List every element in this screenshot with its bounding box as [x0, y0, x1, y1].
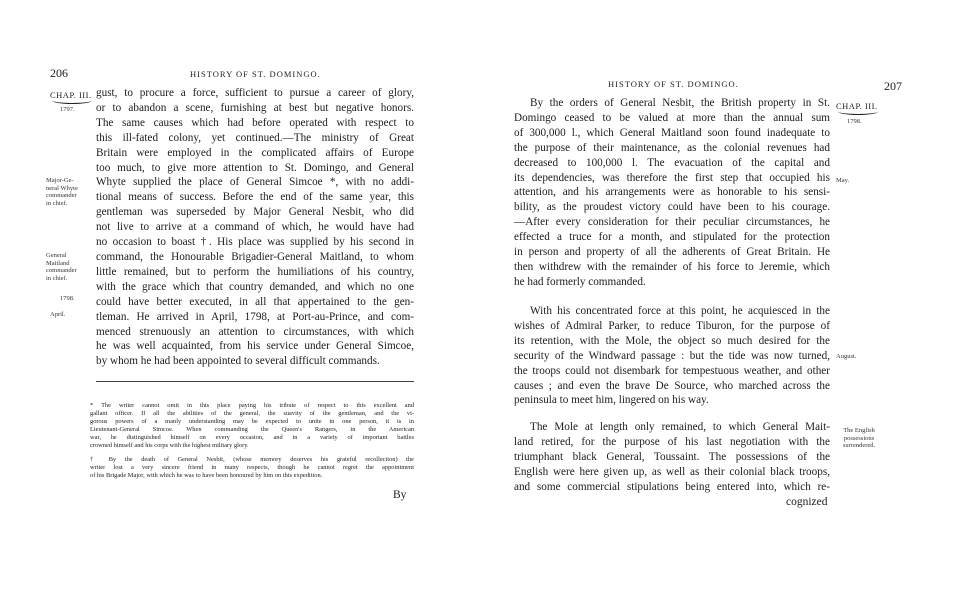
- right-page-number: 207: [884, 79, 902, 93]
- right-page: [490, 0, 980, 590]
- margin-note-august: August.: [836, 353, 857, 360]
- text-line: English were here given up, as well as their colonial black troops,: [514, 465, 830, 478]
- text-line: The Mole at length only remained, to which General Mait-: [530, 421, 830, 433]
- footnote-line: * The writer cannot omit in this place paying his tribute of respect to this excellent and: [90, 402, 414, 409]
- text-line: menced strenuously an attention to circumstances, with which: [96, 325, 414, 338]
- text-line: tleman. He arrived in April, 1798, at Port-au-Prince, and com-: [96, 310, 414, 323]
- text-line: security of the Windward passage : but the tide was now turned,: [514, 349, 830, 362]
- text-line: wishes of Admiral Parker, to reduce Tiburon, for the purpose of: [514, 319, 830, 332]
- margin-note-1797: 1797.: [60, 106, 75, 113]
- right-chapter-label: CHAP. III.: [836, 101, 878, 111]
- text-line: this ill-fated colony, yet continued.—The ministry of Great: [96, 131, 414, 144]
- left-footnotes: [90, 402, 414, 480]
- text-line: command, the Honourable Brigadier-General Maitland, to whom: [96, 250, 414, 263]
- text-line: he was well acquainted, from his service under General Simcoe,: [96, 340, 414, 353]
- text-line: With his concentrated force at this point, he acquiesced in the: [530, 305, 830, 317]
- text-line: causes ; and even the brave De Source, who marched across the: [514, 379, 830, 392]
- margin-note-1798-right: 1798.: [847, 118, 862, 125]
- footnote-line: gorous powers of a manly understanding may be expected to unite in one person, it is in: [90, 418, 414, 425]
- text-line: he had formerly commanded.: [514, 275, 646, 288]
- text-line: gust, to procure a force, sufficient to pursue a career of glory,: [96, 87, 414, 99]
- margin-note-line: The English: [843, 427, 875, 434]
- footnote-line: war, he distinguished himself on every occasion, and in a variety of important battles: [90, 434, 414, 441]
- text-line: its dependencies, was therefore the first step that occupied his: [514, 171, 830, 184]
- text-line: its retention, with the Mole, the object so much desired for the: [514, 334, 830, 347]
- text-line: or to abandon a scene, furnishing at best but negative honors.: [96, 101, 414, 114]
- text-line: triumphant black General, Toussaint. The possessions of the: [514, 450, 830, 463]
- text-line: no occasion to boast †. His place was supplied by his second in: [96, 236, 414, 249]
- text-line: gentleman was superseded by Major General Nesbit, who did: [96, 206, 414, 219]
- text-line: land retired, for the purpose of his last negotiation with the: [514, 435, 830, 448]
- left-page-number: 206: [50, 66, 68, 80]
- text-line: the troops could not disembark for tempestuous weather, and other: [514, 364, 830, 377]
- right-catchword: cognized: [786, 496, 828, 508]
- text-line: Whyte supplied the place of General Simcoe *, with no addi-: [96, 176, 414, 189]
- text-line: Domingo ceased to be valued at more than the annual sum: [514, 111, 830, 124]
- footnote-line: gallant officer. If all the abilities of the general, the suavity of the gentleman, and the vi-: [90, 410, 414, 417]
- margin-note-english-possessions: [836, 427, 882, 450]
- footnote-line: Lieutenant-General Simcoe. When commanding the Queen's Rangers, in the American: [90, 426, 414, 433]
- text-line: by whom he had been appointed to several difficult commands.: [96, 355, 380, 368]
- text-line: —After every consideration for their peculiar circumstances, he: [514, 216, 830, 229]
- right-paragraph-2: [514, 304, 830, 408]
- footnote-rule: [96, 381, 414, 382]
- right-paragraph-3: [514, 420, 830, 495]
- text-line: tional means of success. Before the end of the same year, this: [96, 191, 414, 204]
- text-line: attention, and his arrangements were as honorable to his sensi-: [514, 186, 830, 199]
- right-paragraph-1: [514, 96, 830, 290]
- text-line: By the orders of General Nesbit, the British property in St.: [530, 97, 830, 109]
- left-body-text: [96, 86, 414, 369]
- text-line: too much, to give more attention to St. Domingo, and General: [96, 161, 414, 174]
- left-running-head: HISTORY OF ST. DOMINGO.: [190, 69, 321, 79]
- footnote-line: of his Brigade Major, with which he was to have been honoured by him on this expedition.: [90, 472, 323, 479]
- text-line: peninsula to meet him, lingered on his way.: [514, 394, 709, 407]
- margin-note-line: surrendered.: [842, 442, 876, 449]
- text-line: The same causes which had before operated with respect to: [96, 116, 414, 129]
- text-line: and some commercial stipulations being entered into, which re-: [514, 480, 830, 493]
- text-line: then withdrew with the remainder of his force to Jeremie, which: [514, 260, 830, 273]
- right-chapter-brace: [838, 108, 878, 115]
- text-line: decreased to 100,000 l. The evacuation of the capital and: [514, 156, 830, 169]
- margin-note-line: possessions: [843, 434, 875, 442]
- margin-note-may: May.: [836, 177, 850, 184]
- margin-note-line: neral Whyte: [46, 184, 78, 192]
- left-chapter-label: CHAP. III.: [50, 90, 92, 100]
- margin-note-line: commander: [46, 267, 77, 274]
- text-line: with the grace which that country demanded, and which no one: [96, 280, 414, 293]
- margin-note-april: April.: [50, 311, 66, 318]
- margin-note-line: General: [46, 252, 67, 259]
- footnote-line: † By the death of General Nesbit, (whose memory deserves his grateful recollection) the: [90, 456, 414, 463]
- margin-note-whyte: [46, 177, 78, 207]
- text-line: the purpose of their maintenance, as the colonial revenues had: [514, 141, 830, 154]
- text-line: little remained, but to perform the humiliations of his country,: [96, 265, 414, 278]
- text-line: in person and property of all the adherents of Great Britain. He: [514, 246, 830, 259]
- text-line: could have better executed, in all that appertained to the gen-: [96, 295, 414, 308]
- text-line: bility, as the proudest victory could have been to his courage.: [514, 201, 830, 214]
- left-catchword: By: [393, 489, 407, 501]
- left-chapter-brace: [52, 97, 92, 104]
- margin-note-line: in chief.: [46, 274, 68, 282]
- right-running-head: HISTORY OF ST. DOMINGO.: [608, 79, 739, 89]
- margin-note-line: Maitland: [46, 259, 70, 267]
- margin-note-maitland: [46, 252, 77, 282]
- margin-note-line: commander: [46, 192, 77, 199]
- text-line: effected a truce for a month, and stipulated for the protection: [514, 231, 830, 244]
- margin-note-line: Major-Ge-: [46, 177, 74, 184]
- text-line: of 300,000 l., which General Maitland soon found inadequate to: [514, 126, 830, 139]
- margin-note-1798: 1798.: [60, 295, 75, 302]
- text-line: Britain were employed in the complicated affairs of Europe: [96, 146, 414, 159]
- footnote-line: writer lost a very sincere friend in many respects, though he cannot regret the appointment: [90, 464, 414, 471]
- text-line: not live to arrive at a command of which, he would have had: [96, 221, 414, 234]
- footnote-line: crowned himself and his corps with the highest military glory.: [90, 442, 249, 449]
- margin-note-line: in chief.: [46, 199, 68, 207]
